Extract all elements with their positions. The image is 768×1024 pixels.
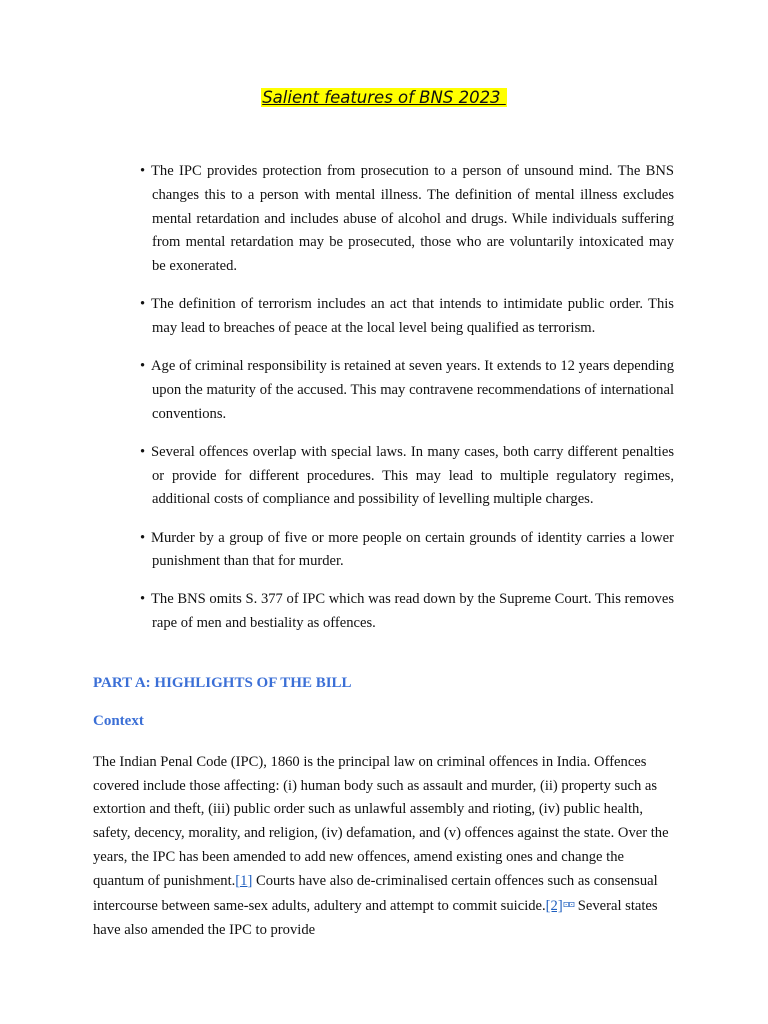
list-item-text: Age of criminal responsibility is retained at seven years. It extends to 12 years depending upon the maturity of the accused. This may contravene recommendations of international conventions. <box>151 358 674 422</box>
paragraph-text: Courts have also de-criminalised certain offences such as consensual intercourse between same-sex adults, adultery and attempt to commit suicide. <box>93 872 658 915</box>
list-item <box>128 355 674 426</box>
bullet-icon: • <box>140 529 146 546</box>
salient-features-list <box>128 160 674 650</box>
bullet-icon: • <box>140 163 146 179</box>
bullet-icon: • <box>140 443 146 460</box>
section-heading: PART A: HIGHLIGHTS OF THE BILL <box>93 675 352 691</box>
list-item-text: Several offences overlap with special laws. In many cases, both carry different penalties or provide for different procedures. This may lead to multiple regulatory regimes, additional costs of compliance and possibility of levelling multiple charges. <box>151 443 674 508</box>
list-item-text: Murder by a group of five or more people on certain grounds of identity carries a lower punishment than that for murder. <box>151 529 674 570</box>
context-paragraph <box>93 751 678 943</box>
bullet-icon: • <box>140 358 146 375</box>
bullet-icon: • <box>140 591 146 608</box>
list-item-text: The IPC provides protection from prosecution to a person of unsound mind. The BNS changes this to a person with mental illness. The definition of mental illness excludes mental retardation and includes abuse of alcohol and drugs. While individuals suffering from mental retardation may be prosecuted, those who are voluntarily intoxicated may be exonerated. <box>151 163 674 275</box>
list-item <box>128 160 674 279</box>
footnote-link-2[interactable]: [2] <box>545 898 563 915</box>
list-item <box>128 441 674 512</box>
paragraph-text: The Indian Penal Code (IPC), 1860 is the principal law on criminal offences in India. Offences covered include those affecting: (i) human body such as assault and murder, (ii) property such as extortion and theft, (iii) public order such as unlawful assembly and rioting, (iv) public health, safety, decency, morality, and religion, (iv) defamation, and (v) offences against the state. Over the years, the IPC has been amended to add new offences, amend existing ones and change the quantum of punishment. <box>93 754 669 889</box>
footnote-marker-icon: ⊡⊡ <box>562 900 575 910</box>
title-container <box>0 88 768 108</box>
context-subheading: Context <box>93 713 144 729</box>
list-item-text: The definition of terrorism includes an act that intends to intimidate public order. This may lead to breaches of peace at the local level being qualified as terrorism. <box>151 296 674 337</box>
bullet-icon: • <box>140 296 146 313</box>
list-item-text: The BNS omits S. 377 of IPC which was read down by the Supreme Court. This removes rape of men and bestiality as offences. <box>151 591 674 632</box>
footnote-link-1[interactable]: [1] <box>235 872 253 889</box>
paragraph-text: Several states have also amended the IPC to provide <box>93 898 658 938</box>
list-item <box>128 293 674 341</box>
list-item <box>128 527 674 575</box>
document-title: Salient features of BNS 2023 <box>262 88 506 107</box>
list-item <box>128 588 674 636</box>
